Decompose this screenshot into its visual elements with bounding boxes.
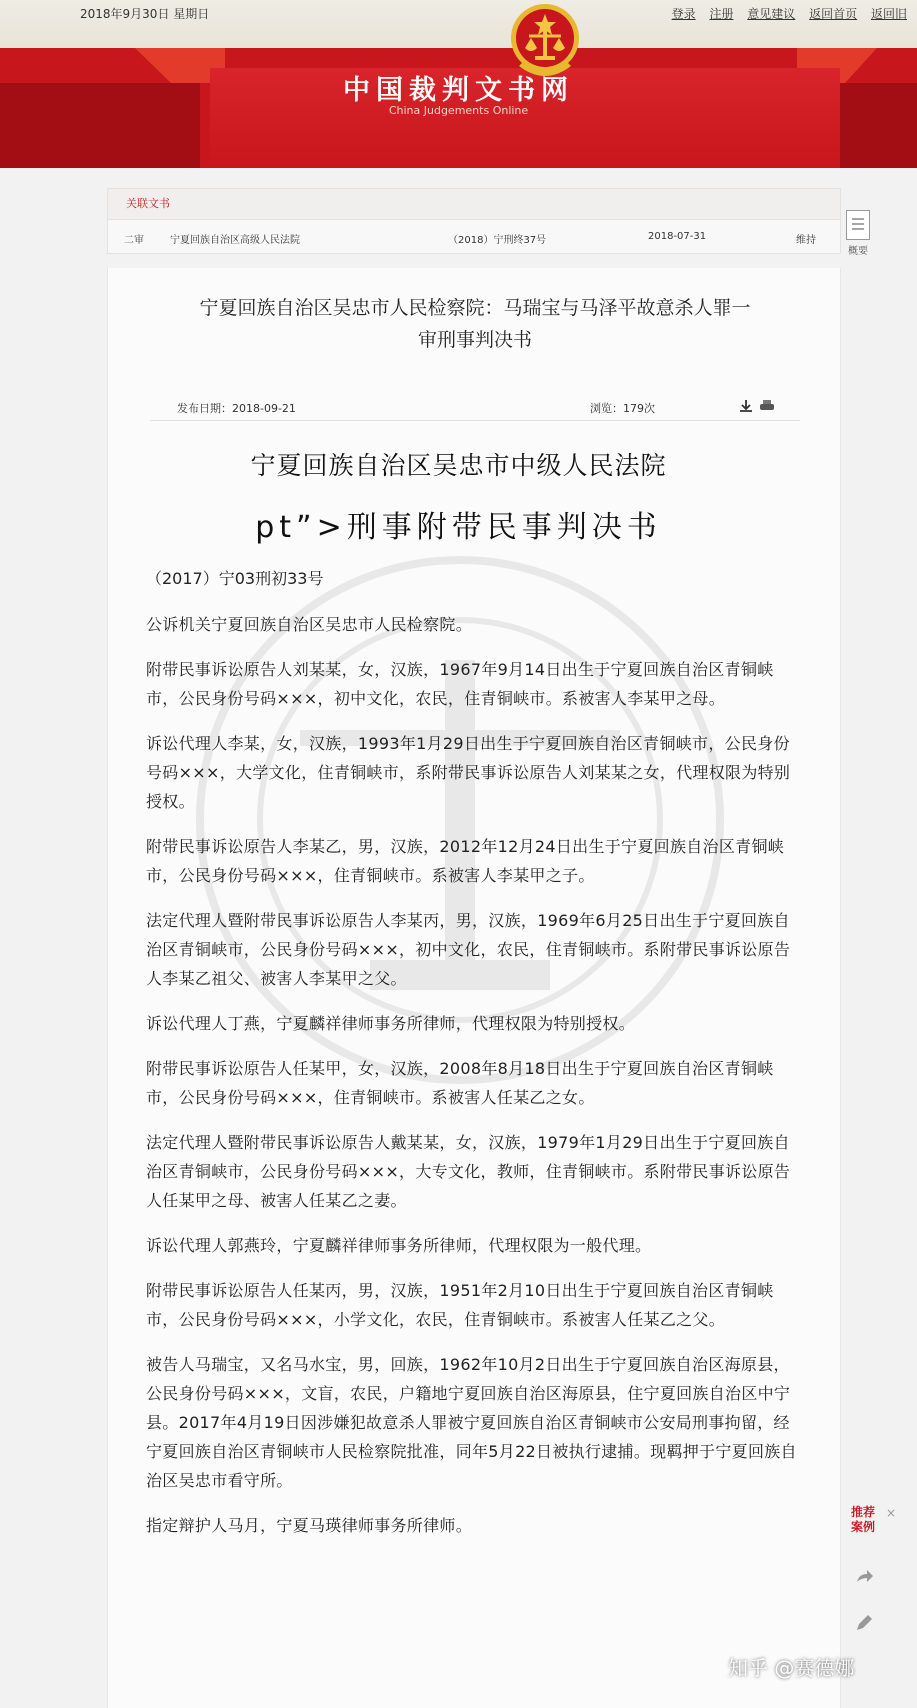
paragraph: 附带民事诉讼原告人刘某某，女，汉族，1967年9月14日出生于宁夏回族自治区青铜峡市，公民身份号码×××，初中文化，农民，住青铜峡市。系被害人李某甲之母。 (146, 660, 774, 708)
old-version-link[interactable]: 返回旧 (870, 7, 907, 21)
top-links (672, 5, 917, 22)
login-link[interactable]: 登录 (671, 7, 696, 21)
top-bar (0, 0, 917, 48)
document-body (146, 610, 806, 1556)
view-count: 浏览：179次 (590, 402, 655, 415)
paragraph: 指定辩护人马月，宁夏马瑛律师事务所律师。 (146, 1516, 473, 1535)
feedback-link[interactable]: 意见建议 (747, 7, 796, 21)
register-link[interactable]: 注册 (709, 7, 734, 21)
site-title: 中国裁判文书网 (343, 75, 574, 106)
paragraph: 法定代理人暨附带民事诉讼原告人戴某某，女，汉族，1979年1月29日出生于宁夏回族自治区青铜峡市，公民身份号码×××，大专文化，教师，住青铜峡市。系附带民事诉讼原告人任某甲之母、被害人任某乙之妻。 (146, 1133, 791, 1210)
paragraph: 诉讼代理人丁燕，宁夏麟祥律师事务所律师，代理权限为特别授权。 (146, 1014, 636, 1033)
close-icon[interactable]: × (886, 1506, 897, 1520)
related-court[interactable]: 宁夏回族自治区高级人民法院 (170, 235, 300, 246)
court-name: 宁夏回族自治区吴忠市中级人民法院 (250, 451, 667, 480)
meta-divider (150, 420, 800, 421)
related-document-row[interactable] (108, 220, 840, 253)
share-icon[interactable] (853, 1566, 875, 1588)
summary-button[interactable] (843, 210, 873, 257)
related-date: 2018-07-31 (648, 231, 707, 242)
paragraph: 诉讼代理人郭燕玲，宁夏麟祥律师事务所律师，代理权限为一般代理。 (146, 1236, 652, 1255)
related-status: 维持 (796, 235, 816, 246)
zhihu-watermark: 知乎 @赛德娜 (728, 1656, 855, 1680)
recommended-cases-button[interactable]: 推荐案例 (850, 1505, 875, 1534)
summary-label: 概要 (848, 246, 868, 257)
related-documents (107, 188, 841, 254)
print-icon[interactable] (758, 399, 776, 413)
current-date: 2018年9月30日 星期日 (80, 7, 210, 21)
trial-level: 二审 (124, 235, 144, 246)
document-type: pt”>刑事附带民事判决书 (255, 510, 662, 545)
paragraph: 附带民事诉讼原告人任某甲，女，汉族，2008年8月18日出生于宁夏回族自治区青铜峡市，公民身份号码×××，住青铜峡市。系被害人任某乙之女。 (146, 1059, 774, 1107)
paragraph: 公诉机关宁夏回族自治区吴忠市人民检察院。 (146, 615, 473, 634)
document-title: 宁夏回族自治区吴忠市人民检察院：马瑞宝与马泽平故意杀人罪一 审刑事判决书 (199, 297, 751, 351)
paragraph: 法定代理人暨附带民事诉讼原告人李某丙，男，汉族，1969年6月25日出生于宁夏回族自治区青铜峡市，公民身份号码×××，初中文化，农民，住青铜峡市。系附带民事诉讼原告人李某乙祖父、被害人李某甲之父。 (146, 911, 791, 988)
summary-icon (846, 210, 870, 240)
paragraph: 诉讼代理人李某，女，汉族，1993年1月29日出生于宁夏回族自治区青铜峡市，公民身份号码×××，大学文化，住青铜峡市，系附带民事诉讼原告人刘某某之女，代理权限为特别授权。 (146, 734, 791, 811)
publish-date: 发布日期：2018-09-21 (177, 402, 296, 415)
paragraph: 附带民事诉讼原告人任某丙，男，汉族，1951年2月10日出生于宁夏回族自治区青铜峡市，公民身份号码×××，小学文化，农民，住青铜峡市。系被害人任某乙之父。 (146, 1281, 774, 1329)
paragraph: 被告人马瑞宝，又名马水宝，男，回族，1962年10月2日出生于宁夏回族自治区海原县，公民身份号码×××，文盲，农民，户籍地宁夏回族自治区海原县，住宁夏回族自治区中宁县。2017年4月19日因涉嫌犯故意杀人罪被宁夏回族自治区青铜峡市公安局刑事拘留，经宁夏回族自治区青铜峡市人民检察院批准，同年5月22日被执行逮捕。现羁押于宁夏回族自治区吴忠市看守所。 (146, 1355, 797, 1490)
site-subtitle: China Judgements Online (388, 104, 529, 117)
download-icon[interactable] (738, 399, 754, 413)
edit-icon[interactable] (853, 1612, 875, 1634)
related-documents-label: 关联文书 (108, 189, 840, 220)
related-case-number[interactable]: （2018）宁刑终37号 (448, 235, 547, 246)
case-number: （2017）宁03刑初33号 (146, 569, 324, 588)
paragraph: 附带民事诉讼原告人李某乙，男，汉族，2012年12月24日出生于宁夏回族自治区青铜峡市，公民身份号码×××，住青铜峡市。系被害人李某甲之子。 (146, 837, 785, 885)
home-link[interactable]: 返回首页 (809, 7, 858, 21)
